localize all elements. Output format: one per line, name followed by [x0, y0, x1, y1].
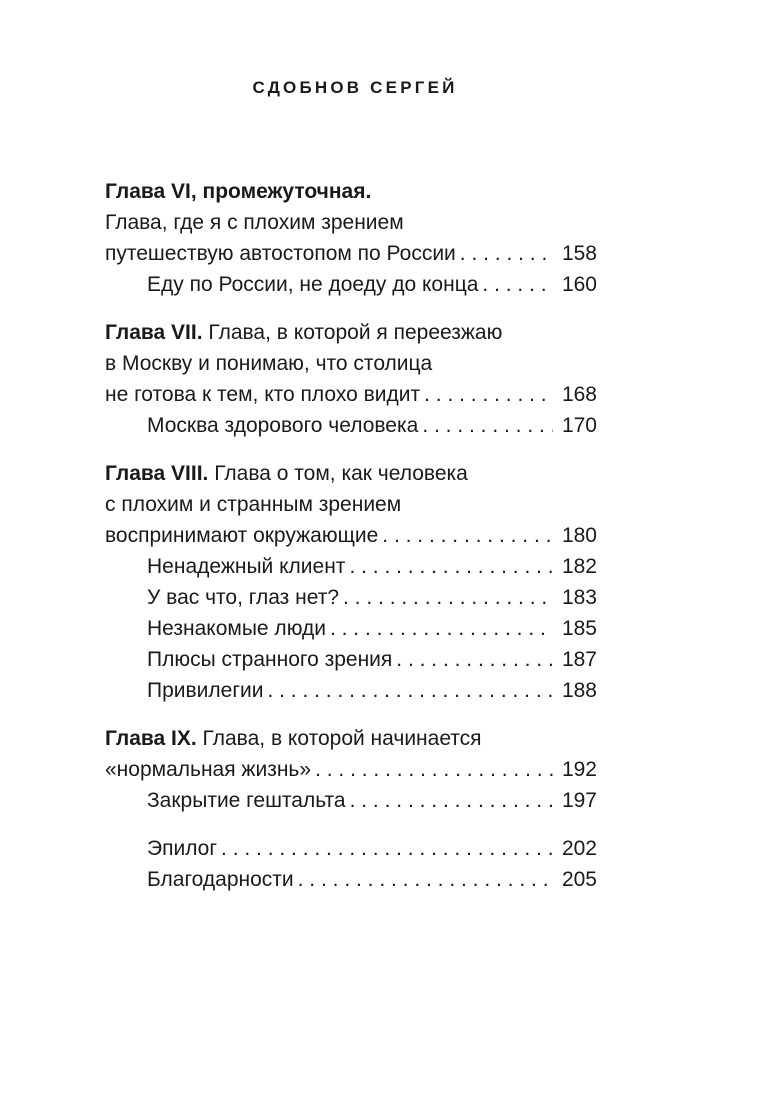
chapter-label: Глава VI,: [105, 180, 197, 203]
dot-leader: [482, 269, 553, 300]
toc-subentry[interactable]: [105, 644, 597, 675]
chapter-heading-line: [105, 458, 597, 489]
chapter-label: Глава IX.: [105, 727, 197, 750]
entry-page-number: 158: [561, 242, 597, 265]
entry-title: Благодарности: [147, 868, 294, 891]
chapter-heading-line: [105, 176, 597, 207]
chapter-heading-line: [105, 317, 597, 348]
entry-title: У вас что, глаз нет?: [147, 586, 340, 609]
dot-leader: [350, 785, 553, 816]
entry-page-number: 170: [561, 414, 597, 437]
entry-title: не готова к тем, кто плохо видит: [105, 383, 421, 406]
entry-title: путешествую автостопом по России: [105, 242, 456, 265]
entry-title: Незнакомые люди: [147, 617, 326, 640]
entry-page-number: 185: [561, 617, 597, 640]
dot-leader: [343, 582, 553, 613]
toc-subentry[interactable]: [105, 269, 597, 300]
toc-entry[interactable]: [105, 238, 597, 269]
chapter-title-line: Глава, в которой начинается: [202, 727, 482, 750]
chapter-title-line: с плохим и странным зрением: [105, 493, 402, 516]
dot-leader: [349, 551, 553, 582]
chapter-heading-line: [105, 723, 597, 754]
toc-subentry[interactable]: [105, 582, 597, 613]
entry-page-number: 205: [561, 868, 597, 891]
dot-leader: [424, 379, 553, 410]
entry-title: Москва здорового человека: [147, 414, 419, 437]
entry-title: воспринимают окружающие: [105, 524, 379, 547]
toc-chapter-9: [105, 723, 597, 816]
entry-page-number: 197: [561, 789, 597, 812]
toc-chapter-8: [105, 458, 597, 706]
dot-leader: [396, 644, 553, 675]
chapter-label: Глава VII.: [105, 321, 203, 344]
entry-title: Закрытие гештальта: [147, 789, 346, 812]
entry-title: Эпилог: [147, 837, 218, 860]
toc-entry[interactable]: [105, 754, 597, 785]
entry-title: «нормальная жизнь»: [105, 758, 312, 781]
dot-leader: [221, 833, 553, 864]
entry-title: Ненадежный клиент: [147, 555, 346, 578]
dot-leader: [382, 520, 553, 551]
toc-chapter-6: [105, 176, 597, 300]
dot-leader: [460, 238, 553, 269]
entry-title: Привилегии: [147, 679, 264, 702]
toc-subentry[interactable]: [105, 410, 597, 441]
entry-page-number: 180: [561, 524, 597, 547]
entry-page-number: 188: [561, 679, 597, 702]
toc-subentry[interactable]: [105, 785, 597, 816]
entry-page-number: 202: [561, 837, 597, 860]
toc-entry[interactable]: [105, 520, 597, 551]
entry-page-number: 168: [561, 383, 597, 406]
chapter-title-line: Глава, в которой я переезжаю: [208, 321, 503, 344]
chapter-title-line: промежуточная.: [202, 180, 372, 203]
running-head: СДОБНОВ СЕРГЕЙ: [252, 78, 458, 97]
toc-subentry-acknowledgements[interactable]: [105, 864, 597, 895]
entry-page-number: 160: [561, 273, 597, 296]
toc-subentry[interactable]: [105, 675, 597, 706]
entry-page-number: 183: [561, 586, 597, 609]
dot-leader: [298, 864, 553, 895]
chapter-title-line: Глава о том, как человека: [214, 462, 468, 485]
entry-page-number: 192: [561, 758, 597, 781]
dot-leader: [315, 754, 553, 785]
toc-extras: [105, 833, 597, 895]
entry-page-number: 182: [561, 555, 597, 578]
table-of-contents: [105, 176, 597, 912]
entry-title: Еду по России, не доеду до конца: [147, 273, 479, 296]
toc-subentry[interactable]: [105, 551, 597, 582]
chapter-title-line: в Москву и понимаю, что столица: [105, 352, 433, 375]
entry-title: Плюсы странного зрения: [147, 648, 393, 671]
toc-subentry[interactable]: [105, 613, 597, 644]
dot-leader: [422, 410, 553, 441]
toc-entry[interactable]: [105, 379, 597, 410]
toc-subentry-epilogue[interactable]: [105, 833, 597, 864]
chapter-label: Глава VIII.: [105, 462, 209, 485]
dot-leader: [330, 613, 553, 644]
chapter-title-line: Глава, где я с плохим зрением: [105, 211, 404, 234]
dot-leader: [267, 675, 553, 706]
entry-page-number: 187: [561, 648, 597, 671]
toc-chapter-7: [105, 317, 597, 441]
